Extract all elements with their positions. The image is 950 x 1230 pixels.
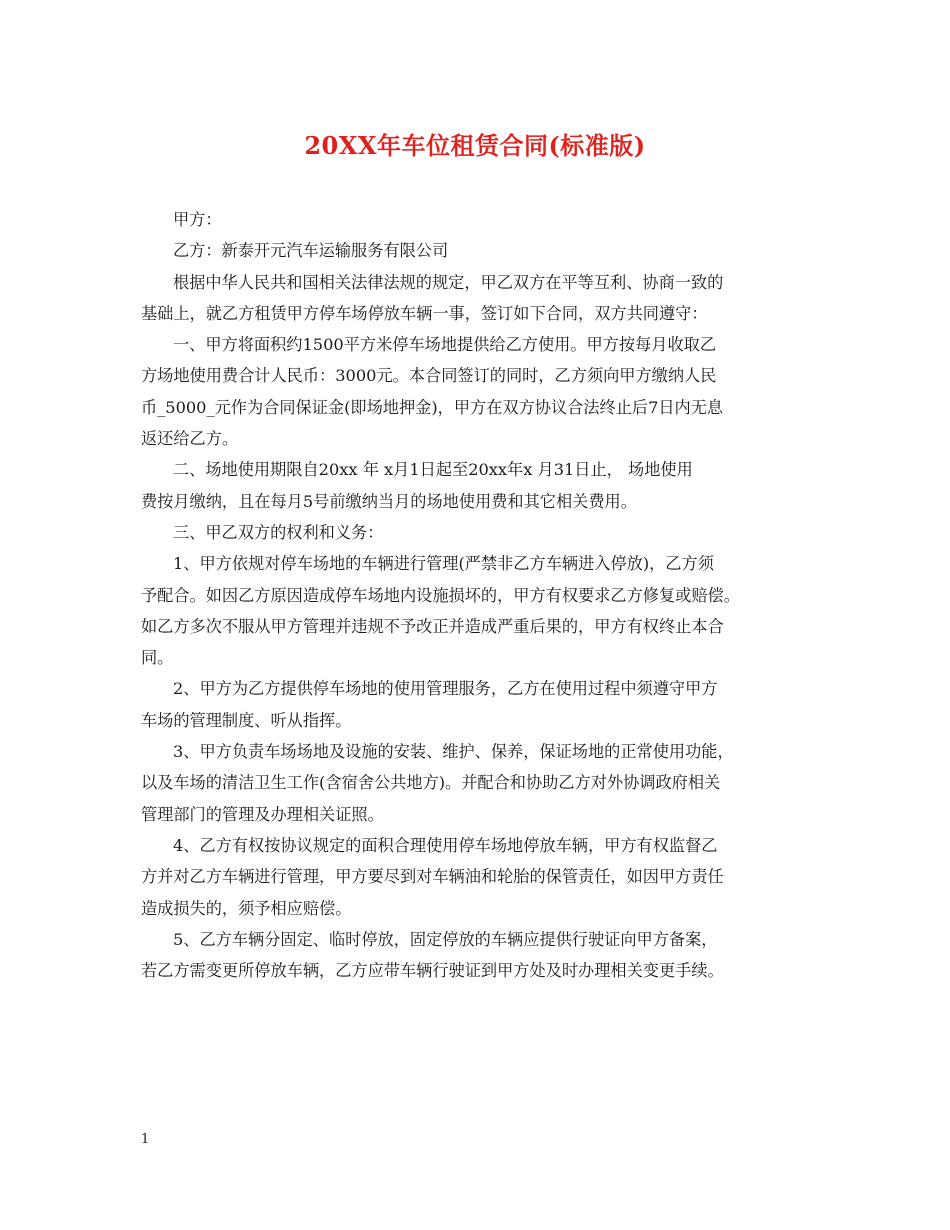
text-line: 币_5000_元作为合同保证金(即场地押金)，甲方在双方协议合法终止后7日内无息 [141, 397, 724, 417]
text-line: 如乙方多次不服从甲方管理并违规不予改正并造成严重后果的，甲方有权终止本合 [141, 616, 724, 636]
text-line: 1、甲方依规对停车场地的车辆进行管理(严禁非乙方车辆进入停放)，乙方须 [173, 554, 714, 574]
text-line: 2、甲方为乙方提供停车场地的使用管理服务，乙方在使用过程中须遵守甲方 [173, 679, 718, 699]
text-line: 车场的管理制度、听从指挥。 [141, 710, 352, 730]
page-number: 1 [141, 1132, 150, 1147]
text-line: 若乙方需变更所停放车辆，乙方应带车辆行驶证到甲方处及时办理相关变更手续。 [141, 961, 724, 981]
document-body [141, 204, 811, 986]
text-line: 造成损失的，须予相应赔偿。 [141, 898, 352, 918]
text-line: 乙方：新泰开元汽车运输服务有限公司 [173, 241, 449, 261]
text-line: 甲方： [173, 210, 222, 229]
text-line: 费按月缴纳，且在每月5号前缴纳当月的场地使用费和其它相关费用。 [141, 491, 637, 511]
text-line: 以及车场的清洁卫生工作(含宿舍公共地方)。并配合和协助乙方对外协调政府相关 [141, 773, 721, 793]
text-line: 管理部门的管理及办理相关证照。 [141, 804, 384, 824]
text-line: 三、甲乙双方的权利和义务： [173, 522, 384, 542]
text-line: 一、甲方将面积约1500平方米停车场地提供给乙方使用。甲方按每月收取乙 [173, 335, 717, 355]
text-line: 方场地使用费合计人民币：3000元。本合同签订的同时，乙方须向甲方缴纳人民 [141, 366, 717, 386]
document-title: 20XX年车位租赁合同(标准版) [304, 131, 646, 160]
text-line: 基础上，就乙方租赁甲方停车场停放车辆一事，签订如下合同，双方共同遵守： [141, 303, 708, 323]
text-line: 4、乙方有权按协议规定的面积合理使用停车场地停放车辆，甲方有权监督乙 [173, 835, 718, 855]
text-line: 根据中华人民共和国相关法律法规的规定，甲乙双方在平等互利、协商一致的 [173, 272, 724, 292]
text-line: 予配合。如因乙方原因造成停车场地内设施损坏的，甲方有权要求乙方修复或赔偿。 [141, 585, 740, 605]
text-line: 返还给乙方。 [141, 429, 239, 449]
text-line: 同。 [141, 648, 174, 668]
text-line: 二、场地使用期限自20xx 年 x月1日起至20xx年x 月31日止， 场地使用 [173, 460, 693, 480]
text-line: 3、甲方负责车场场地及设施的安装、维护、保养，保证场地的正常使用功能， [173, 742, 734, 762]
text-line: 方并对乙方车辆进行管理，甲方要尽到对车辆油和轮胎的保管责任，如因甲方责任 [141, 867, 724, 887]
text-line: 5、乙方车辆分固定、临时停放，固定停放的车辆应提供行驶证向甲方备案， [173, 929, 718, 949]
